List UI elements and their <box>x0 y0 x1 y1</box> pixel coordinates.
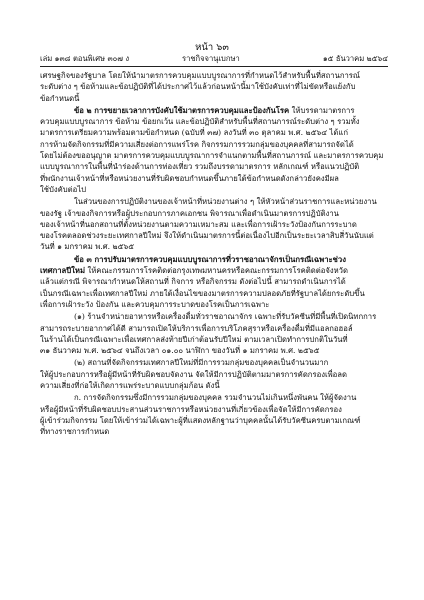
paragraph-continued: เศรษฐกิจของรัฐบาล โดยให้นำมาตรการควบคุมแบบบูรณาการที่กำหนดไว้สำหรับพื้นที่สถานการณ์ ระดับต่าง ๆ ข้อห้ามและข้อปฏิบัติที่ได้ประกาศไว้แล้วก่อนหน้านี้มาใช้บังคับเท่าที่ไม่ขัดหรือแย้งกับ ข้อกำหนดนี้ <box>40 71 361 103</box>
header-rule <box>40 66 388 67</box>
volume-info: เล่ม ๑๓๘ ตอนพิเศษ ๓๐๗ ง <box>40 54 130 63</box>
item-2: (๒) สถานที่จัดกิจกรรมเทศกาลปีใหม่ที่มีการรวมกลุ่มของบุคคลเป็นจำนวนมาก ให้ผู้ประกอบการหรือผู้มีหน้าที่รับผิดชอบจัดงาน จัดให้มีการปฏิบัติตามมาตรการคัดกรองเพื่อลด ความเสี่ยงที่ก่อให้เกิดการแพร่ระบาดแบบกลุ่มก้อน ดังนี้ <box>40 358 347 391</box>
clause-2-heading: ข้อ ๒ การขยายเวลาการบังคับใช้มาตรการควบคุมและป้องกันโรค <box>74 105 290 115</box>
clause-2-paragraph-2: ในส่วนของการปฏิบัติงานของเจ้าหน้าที่หน่วยงานต่าง ๆ ให้หัวหน้าส่วนราชการและหน่วยงาน ของรัฐ เจ้าของกิจการหรือผู้ประกอบการภาคเอกชน พิจารณาเพื่อดำเนินมาตรการปฏิบัติงาน ของเจ้าหน้าที่นอกสถานที่ตั้งหน่วยงานตามความเหมาะสม และเพื่อการเฝ้าระวังป้องกันการระบาด ของโรคตลอดช่วงระยะเทศกาลปีใหม่ จึงให้ดำเนินมาตรการนี้ต่อเนื่องไปอีกเป็นระยะเวลาสิบสี่วันนับแต่ วันที่ ๑ มกราคม พ.ศ. ๒๕๖๕ <box>40 197 377 252</box>
clause-3 <box>40 254 388 310</box>
clause-2 <box>40 105 388 195</box>
clause-3-text: ให้คณะกรรมการโรคติดต่อกรุงเทพมหานครหรือคณะกรรมการโรคติดต่อจังหวัด แล้วแต่กรณี พิจารณากำหนดให้สถานที่ กิจการ หรือกิจกรรม ดังต่อไปนี้ สามารถดำเนินการได้ เป็นกรณีเฉพาะเพื่อเทศกาลปีใหม่ ภายใต้เงื่อนไขของมาตรการความปลอดภัยที่รัฐบาลได้ยกระดับขึ้น เพื่อการเฝ้าระวัง ป้องกัน และควบคุมการระบาดของโรคเป็นการเฉพาะ <box>40 266 365 309</box>
item-2-sub-a: ก. การจัดกิจกรรมซึ่งมีการรวมกลุ่มของบุคคล รวมจำนวนไม่เกินหนึ่งพันคน ให้ผู้จัดงาน หรือผู้มีหน้าที่รับผิดชอบประสานส่วนราชการหรือหน่วยงานที่เกี่ยวข้องเพื่อจัดให้มีการคัดกรอง ผู้เข้าร่วมกิจกรรม โดยให้เข้าร่วมได้เฉพาะผู้ที่แสดงหลักฐานว่าบุคคลนั้นได้รับวัคซีนครบตามเกณฑ์ ที่ทางราชการกำหนด <box>40 393 361 437</box>
publication-date: ๑๕ ธันวาคม ๒๕๖๔ <box>322 54 388 63</box>
page-number: หน้า ๖๓ <box>195 42 229 53</box>
document-body <box>40 70 388 439</box>
publication-name: ราชกิจจานุเบกษา <box>182 54 240 63</box>
item-1: (๑) ร้านจำหน่ายอาหารหรือเครื่องดื่มทั่วราชอาณาจักร เฉพาะที่รับวัคซีนที่มีพื้นที่เปิดนิทกการ สามารถระบายอากาศได้ดี สามารถเปิดให้บริการเพื่อการบริโภคสุราหรือเครื่องดื่มที่มีแอลกอฮอล์ ในร้านได้เป็นกรณีเฉพาะเพื่อเทศกาลส่งท้ายปีเก่าต้อนรับปีใหม่ ตามเวลาเปิดทำการปกติในวันที่ ๓๑ ธันวาคม พ.ศ. ๒๕๖๔ จนถึงเวลา ๐๑.๐๐ นาฬิกา ของวันที่ ๑ มกราคม พ.ศ. ๒๕๖๕ <box>40 312 377 356</box>
clause-2-text: ให้บรรดามาตรการ ควบคุมแบบบูรณาการ ข้อห้าม ข้อยกเว้น และข้อปฏิบัติสำหรับพื้นที่สถานการณ์ระดับต่าง ๆ รวมทั้ง มาตรการเตรียมความพร้อมตามข้อกำหนด (ฉบับที่ ๓๗) ลงวันที่ ๓๐ ตุลาคม พ.ศ. ๒๕๖๔ ได้แก่ การห้ามจัดกิจกรรมที่มีความเสี่ยงต่อการแพร่โรค กิจกรรมการรวมกลุ่มของบุคคลที่สามารถจัดได้ โดยไม่ต้องขออนุญาต มาตรการควบคุมแบบบูรณาการจำแนกตามพื้นที่สถานการณ์ และมาตรการควบคุม แบบบูรณาการในพื้นที่นำร่องด้านการท่องเที่ยว รวมถึงบรรดามาตรการ หลักเกณฑ์ หรือแนวปฏิบัติ ที่พนักงานเจ้าหน้าที่หรือหน่วยงานที่รับผิดชอบกำหนดขึ้นภายใต้ข้อกำหนดดังกล่าวยังคงมีผล ใช้บังคับต่อไป <box>40 105 384 194</box>
clause-3-heading: ข้อ ๓ การปรับมาตรการควบคุมแบบบูรณาการที่วราชอาณาจักรเป็นกรณีเฉพาะช่วง เทศกาลปีใหม่ <box>40 254 346 276</box>
gazette-header <box>40 53 388 64</box>
